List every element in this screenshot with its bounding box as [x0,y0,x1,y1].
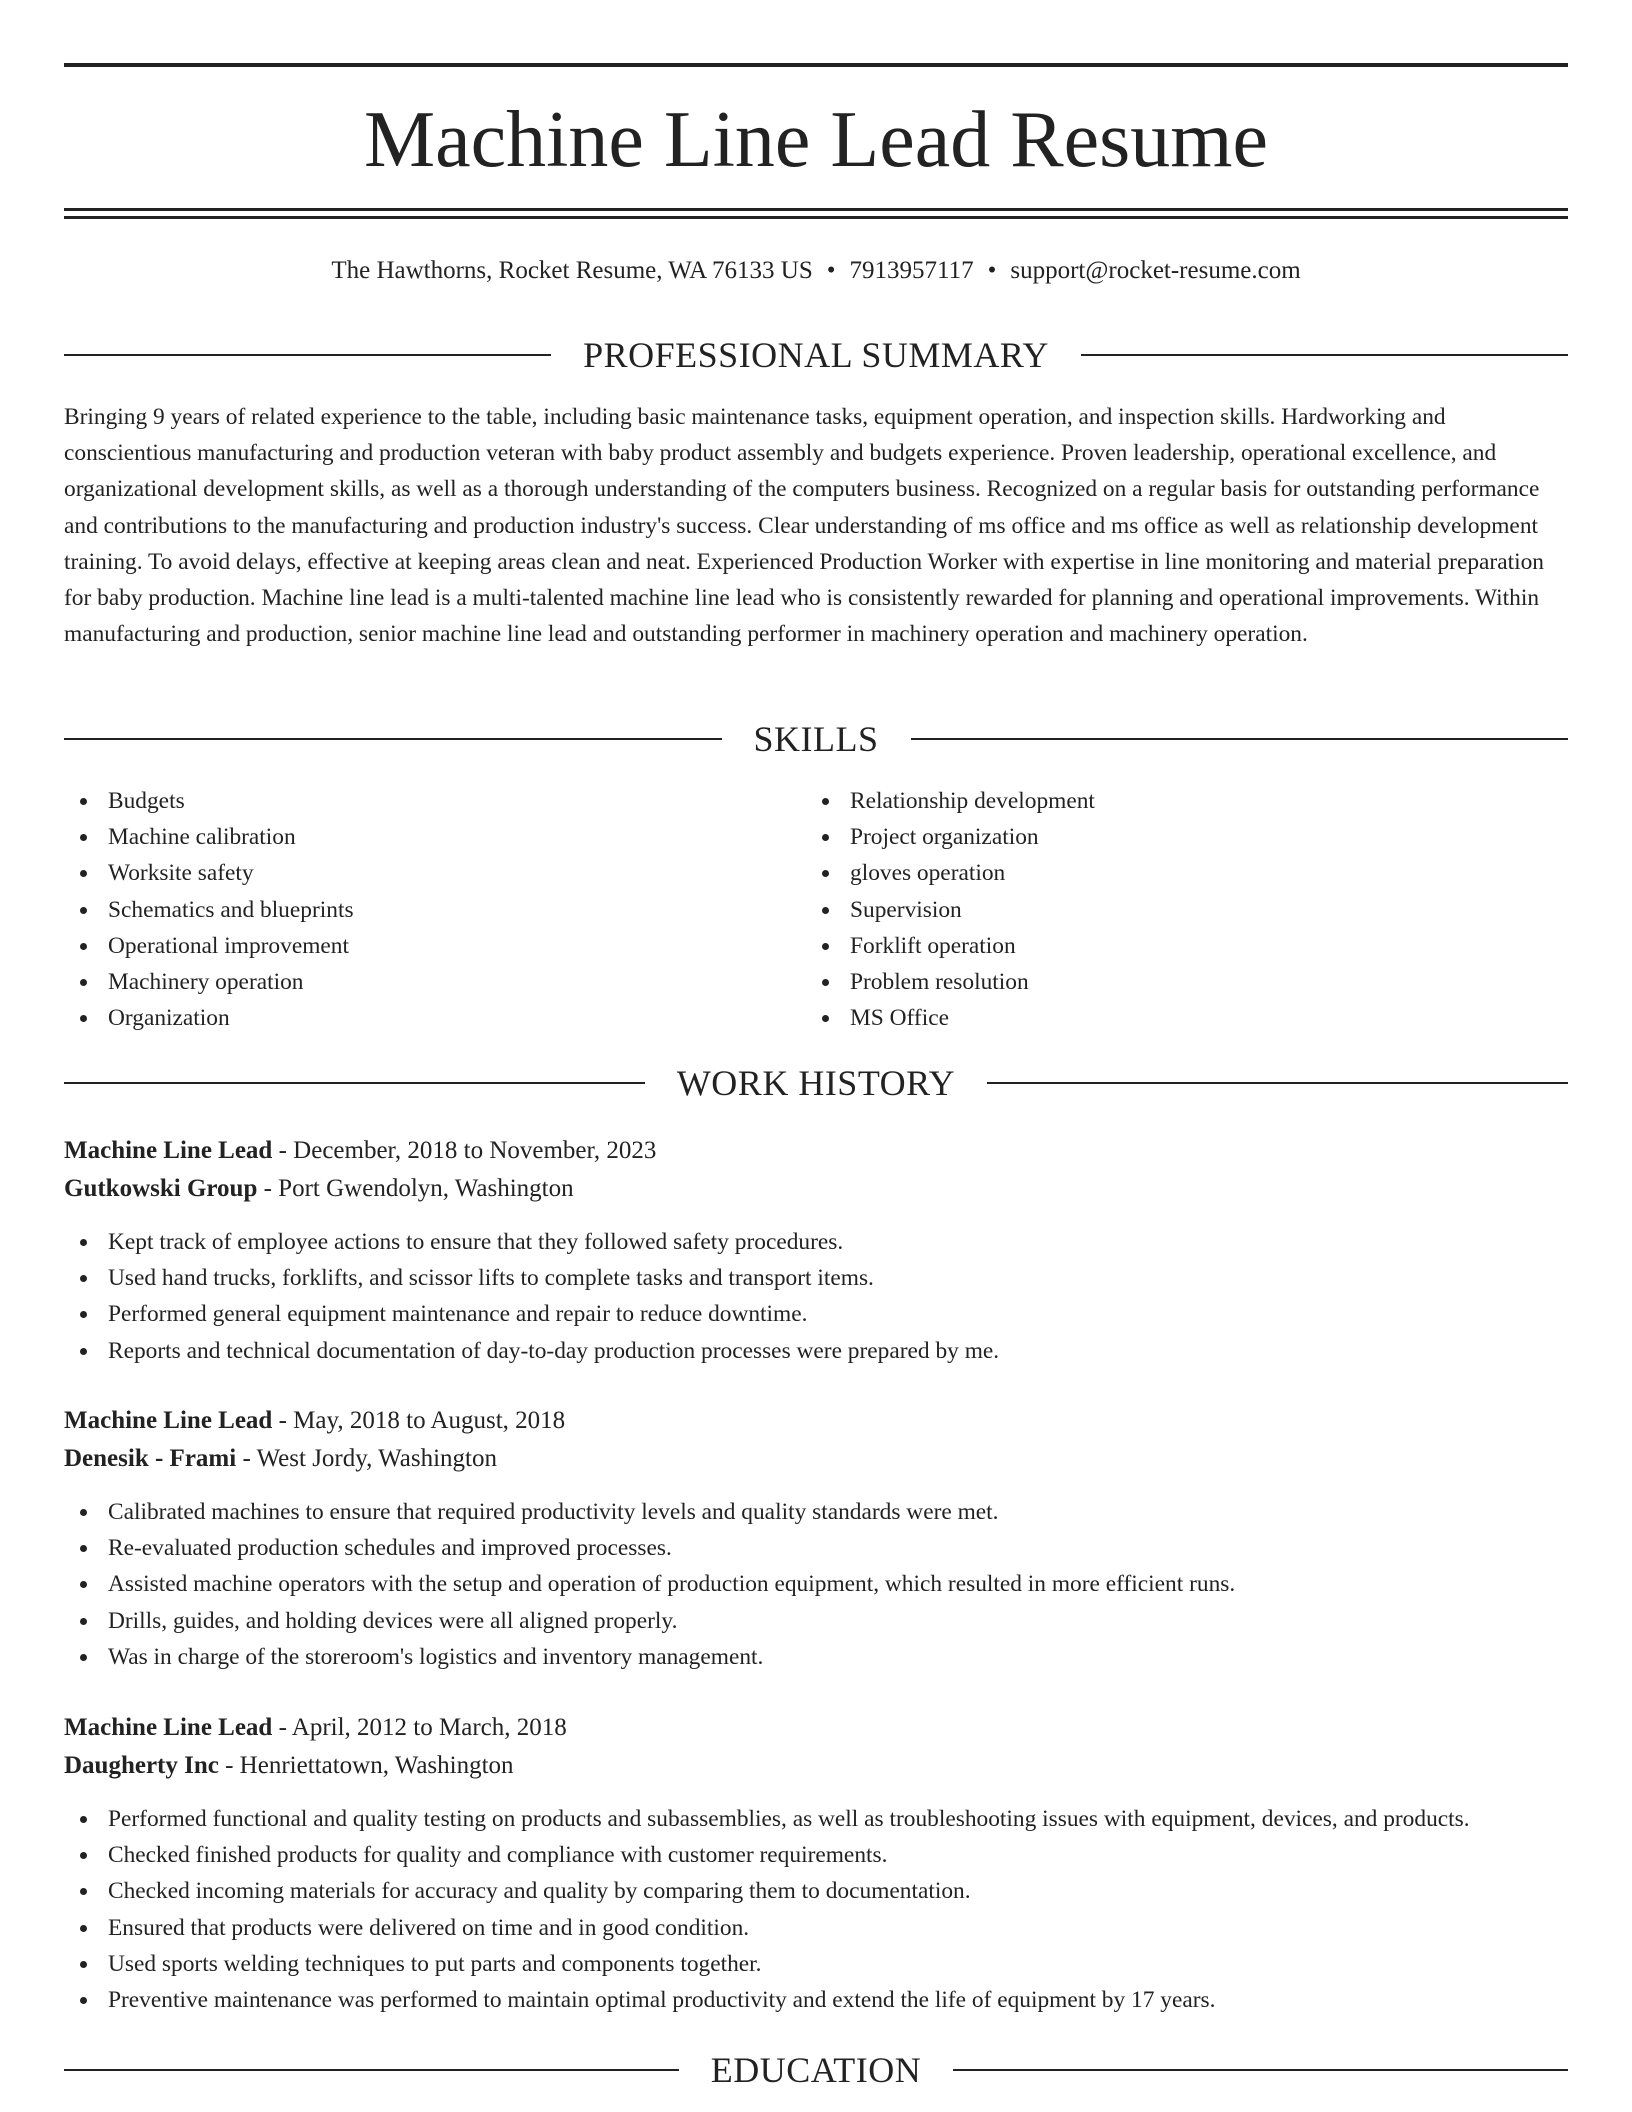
duty-item: Ensured that products were delivered on time and in good condition. [64,1910,1568,1946]
job-location: - West Jordy, Washington [236,1445,497,1472]
section-title: WORK HISTORY [676,1063,956,1103]
skill-item: Project organization [806,819,1548,855]
skill-item: Problem resolution [806,964,1548,1000]
duty-item: Performed general equipment maintenance and repair to reduce downtime. [64,1296,1568,1332]
duty-item: Used sports welding techniques to put parts and components together. [64,1946,1568,1982]
section-heading-work-history [64,1061,1568,1105]
skill-item: Organization [64,1000,806,1036]
contact-separator: • [987,257,997,284]
duty-item: Preventive maintenance was performed to maintain optimal productivity and extend the life of equipment by 17 years. [64,1982,1568,2018]
job-company: Denesik - Frami [64,1445,237,1472]
heading-rule [987,1082,1568,1084]
duty-item: Calibrated machines to ensure that required productivity levels and quality standards were met. [64,1494,1568,1530]
job-dates: - December, 2018 to November, 2023 [272,1137,657,1164]
heading-rule [64,738,722,740]
skill-item: Supervision [806,892,1548,928]
duty-item: Assisted machine operators with the setup and operation of production equipment, which resulted in more efficient runs. [64,1566,1568,1602]
section-title: SKILLS [753,719,879,759]
contact-line [64,253,1568,289]
job-entry [64,1709,1568,2018]
section-title: PROFESSIONAL SUMMARY [583,335,1049,375]
heading-rule [911,738,1569,740]
duty-item: Drills, guides, and holding devices were all aligned properly. [64,1603,1568,1639]
job-duties [64,1494,1568,1675]
skill-item: Budgets [64,783,806,819]
summary-text: Bringing 9 years of related experience to the table, including basic maintenance tasks, equipment operation, and inspection skills. Hardworking and conscientious manufacturing and production veteran with baby product assembly and budgets experience. Proven leadership, operational excellence, and organizational development skills, as well as a thorough understanding of the computers business. Recognized on a regular basis for outstanding performance and contributions to the manufacturing and production industry's success. Clear understanding of ms office and ms office as well as relationship development training. To avoid delays, effective at keeping areas clean and neat. Experienced Production Worker with expertise in line monitoring and material preparation for baby production. Machine line lead is a multi-talented machine line lead who is consistently rewarded for planning and operational improvements. Within manufacturing and production, senior machine line lead and outstanding performer in machinery operation and machinery operation. [64,404,1544,648]
job-title: Machine Line Lead [64,1137,273,1164]
job-title: Machine Line Lead [64,1714,273,1741]
duty-item: Reports and technical documentation of day-to-day production processes were prepared by me. [64,1333,1568,1369]
duty-item: Was in charge of the storeroom's logistics and inventory management. [64,1639,1568,1675]
skill-item: Machine calibration [64,819,806,855]
skill-item: Forklift operation [806,928,1548,964]
job-company-line [64,1440,1568,1478]
heading-rule [1081,354,1568,356]
skill-item: Worksite safety [64,855,806,891]
job-company: Daugherty Inc [64,1752,219,1779]
section-title: EDUCATION [710,2050,922,2090]
header-top-rule [64,63,1568,67]
skills-column-right [806,783,1548,1036]
section-heading-education [64,2048,1568,2092]
skill-item: Machinery operation [64,964,806,1000]
job-company: Gutkowski Group [64,1175,258,1202]
section-heading-summary [64,333,1568,377]
contact-address: The Hawthorns, Rocket Resume, WA 76133 US [331,257,813,284]
skill-item: Schematics and blueprints [64,892,806,928]
job-location: - Henriettatown, Washington [218,1752,514,1779]
skill-item: Operational improvement [64,928,806,964]
section-heading-skills [64,717,1568,761]
heading-rule [953,2069,1568,2071]
resume-title: Machine Line Lead Resume [363,96,1269,184]
contact-phone: 7913957117 [849,257,974,284]
duty-item: Checked finished products for quality and compliance with customer requirements. [64,1837,1568,1873]
skill-item: Relationship development [806,783,1548,819]
contact-separator: • [826,257,836,284]
heading-rule [64,1082,645,1084]
job-duties [64,1801,1568,2018]
heading-rule [64,354,551,356]
job-company-line [64,1747,1568,1785]
duty-item: Used hand trucks, forklifts, and scissor lifts to complete tasks and transport items. [64,1260,1568,1296]
duty-item: Performed functional and quality testing on products and subassemblies, as well as troubleshooting issues with equipment, devices, and products. [64,1801,1568,1837]
skill-item: gloves operation [806,855,1548,891]
skills-list [64,783,1568,1036]
job-title-line [64,1132,1568,1170]
job-company-line [64,1170,1568,1208]
job-location: - Port Gwendolyn, Washington [257,1175,574,1202]
duty-item: Checked incoming materials for accuracy and quality by comparing them to documentation. [64,1873,1568,1909]
job-dates: - April, 2012 to March, 2018 [272,1714,567,1741]
heading-rule [64,2069,679,2071]
job-entry [64,1402,1568,1675]
skills-column-left [64,783,806,1036]
job-title-line [64,1402,1568,1440]
job-title-line [64,1709,1568,1747]
skill-item: MS Office [806,1000,1548,1036]
header-double-rule [64,208,1568,219]
job-dates: - May, 2018 to August, 2018 [272,1407,566,1434]
duty-item: Kept track of employee actions to ensure that they followed safety procedures. [64,1224,1568,1260]
job-title: Machine Line Lead [64,1407,273,1434]
contact-email: support@rocket-resume.com [1010,257,1301,284]
job-duties [64,1224,1568,1369]
duty-item: Re-evaluated production schedules and improved processes. [64,1530,1568,1566]
job-entry [64,1132,1568,1369]
